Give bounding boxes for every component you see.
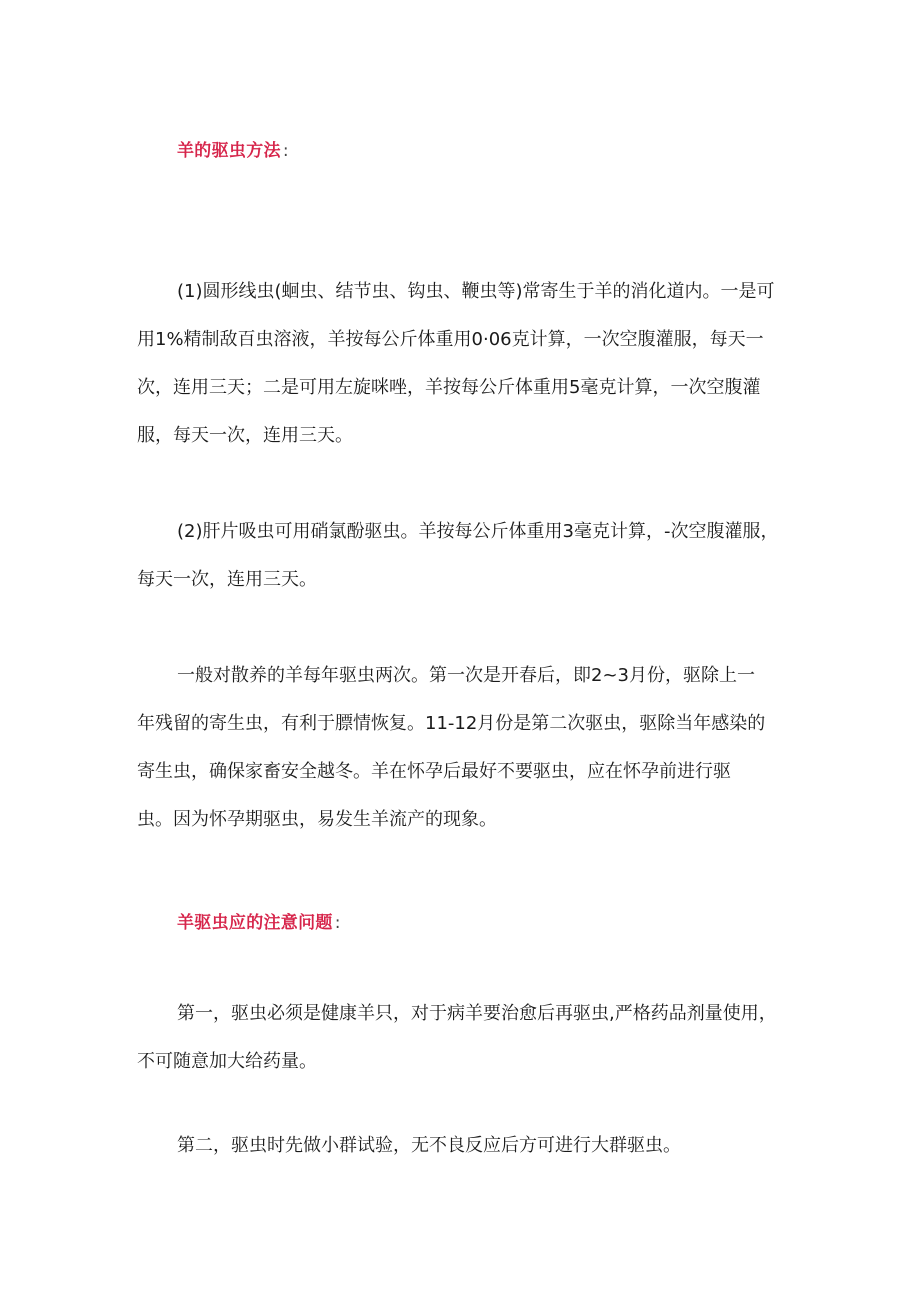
paragraph-line: 服，每天一次，连用三天。 (137, 425, 353, 446)
paragraph-line: 一般对散养的羊每年驱虫两次。第一次是开春后，即2~3月份，驱除上一 (177, 665, 755, 686)
paragraph-line: 第二，驱虫时先做小群试验，无不良反应后方可进行大群驱虫。 (177, 1135, 681, 1156)
heading-text: 羊的驱虫方法 (177, 141, 281, 161)
heading-text: 羊驱虫应的注意问题 (177, 913, 333, 933)
paragraph-line: (1)圆形线虫(蛔虫、结节虫、钩虫、鞭虫等)常寄生于羊的消化道内。一是可 (177, 281, 775, 302)
paragraph-second-precaution (137, 1122, 797, 1170)
section-heading-precautions (177, 908, 341, 933)
paragraph-line: 不可随意加大给药量。 (137, 1051, 317, 1072)
paragraph-first-precaution (137, 990, 797, 1086)
paragraph-line: 年残留的寄生虫，有利于膘情恢复。11-12月份是第二次驱虫，驱除当年感染的 (137, 713, 766, 734)
paragraph-line: 第一，驱虫必须是健康羊只，对于病羊要治愈后再驱虫,严格药品剂量使用， (177, 1003, 777, 1024)
paragraph-line: 次，连用三天；二是可用左旋咪唑，羊按每公斤体重用5毫克计算，一次空腹灌 (137, 377, 761, 398)
paragraph-schedule (137, 652, 797, 844)
paragraph-line: 虫。因为怀孕期驱虫，易发生羊流产的现象。 (137, 809, 497, 830)
paragraph-line: 寄生虫，确保家畜安全越冬。羊在怀孕后最好不要驱虫，应在怀孕前进行驱 (137, 761, 731, 782)
heading-colon: : (334, 913, 341, 933)
heading-colon: : (282, 141, 289, 161)
paragraph-liver-fluke (137, 508, 797, 604)
paragraph-roundworm (137, 268, 797, 460)
paragraph-line: 用1%精制敌百虫溶液，羊按每公斤体重用0·06克计算，一次空腹灌服，每天一 (137, 329, 764, 350)
section-heading-deworming-methods (177, 136, 289, 161)
paragraph-line: 每天一次，连用三天。 (137, 569, 317, 590)
paragraph-line: (2)肝片吸虫可用硝氯酚驱虫。羊按每公斤体重用3毫克计算，-次空腹灌服， (177, 521, 779, 542)
